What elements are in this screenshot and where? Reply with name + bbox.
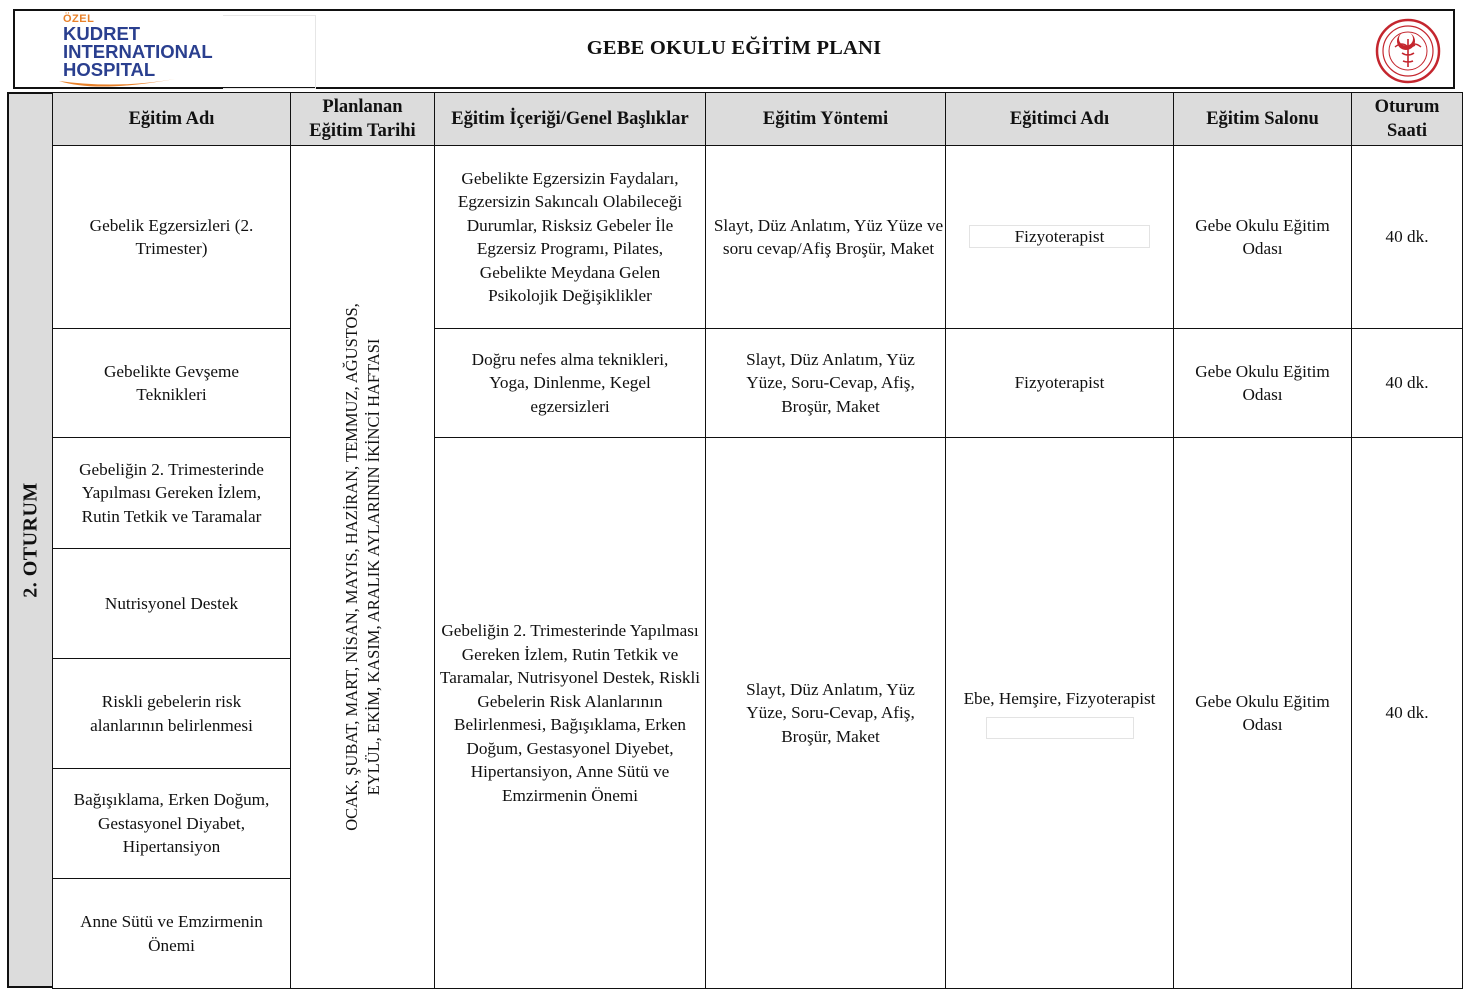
session-label-text: 2. OTURUM: [19, 482, 41, 598]
session-duration: 40 dk.: [1352, 329, 1463, 438]
trainer-name: Ebe, Hemşire, Fizyoterapist: [963, 689, 1156, 709]
training-room: Gebe Okulu Eğitim Odası: [1174, 438, 1352, 989]
session-label: [7, 92, 53, 988]
table-row: [53, 146, 1463, 329]
page-title: GEBE OKULU EĞİTİM PLANI: [586, 37, 882, 59]
training-method: Slayt, Düz Anlatım, Yüz Yüze ve soru cevap/Afiş Broşür, Maket: [706, 146, 946, 329]
logo-text-hospital: HOSPITAL: [63, 59, 156, 80]
planned-date-text: OCAK, ŞUBAT, MART, NİSAN, MAYIS, HAZİRAN, TEMMUZ, AĞUSTOS, EYLÜL, EKİM, KASIM, ARALIK AYLARININ İKİNCİ HAFTASI: [341, 303, 383, 831]
session-duration: 40 dk.: [1352, 146, 1463, 329]
training-name: Bağışıklama, Erken Doğum, Gestasyonel Diyabet, Hipertansiyon: [53, 769, 291, 879]
col-header-room: Eğitim Salonu: [1174, 93, 1352, 146]
training-method: Slayt, Düz Anlatım, Yüz Yüze, Soru-Cevap, Afiş, Broşür, Maket: [706, 329, 946, 438]
training-content: Gebelikte Egzersizin Faydaları, Egzersizin Sakıncalı Olabileceği Durumlar, Risksiz Gebeler İle Egzersiz Programı, Pilates, Gebelikte Meydana Gelen Psikolojik Değişiklikler: [435, 146, 706, 329]
planned-date-cell: [291, 146, 435, 989]
col-header-name: Eğitim Adı: [53, 93, 291, 146]
education-plan-table: [52, 92, 1463, 989]
training-name: Gebelikte Gevşeme Teknikleri: [53, 329, 291, 438]
col-header-content: Eğitim İçeriği/Genel Başlıklar: [435, 93, 706, 146]
trainer-name: Fizyoterapist: [969, 225, 1151, 248]
col-header-duration: Oturum Saati: [1352, 93, 1463, 146]
training-method: Slayt, Düz Anlatım, Yüz Yüze, Soru-Cevap, Afiş, Broşür, Maket: [706, 438, 946, 989]
trainer-cell: [946, 438, 1174, 989]
col-header-method: Eğitim Yöntemi: [706, 93, 946, 146]
training-name: Gebeliğin 2. Trimesterinde Yapılması Gereken İzlem, Rutin Tetkik ve Taramalar: [53, 438, 291, 549]
logo-swoosh-icon: [57, 75, 177, 91]
table-row: [53, 329, 1463, 438]
training-content: Doğru nefes alma teknikleri, Yoga, Dinlenme, Kegel egzersizleri: [435, 329, 706, 438]
empty-field-box: [986, 717, 1134, 739]
logo-text-international: INTERNATIONAL: [63, 41, 213, 62]
training-content: Gebeliğin 2. Trimesterinde Yapılması Gereken İzlem, Rutin Tetkik ve Taramalar, Nutrisyonel Destek, Riskli Gebelerin Risk Alanlarının Belirlenmesi, Bağışıklama, Erken Doğum, Gestasyonel Diyebet, Hipertansiyon, Anne Sütü ve Emzirmenin Önemi: [435, 438, 706, 989]
trainer-name: Fizyoterapist: [946, 329, 1174, 438]
trainer-cell: [946, 146, 1174, 329]
training-name: Gebelik Egzersizleri (2. Trimester): [53, 146, 291, 329]
col-header-trainer: Eğitimci Adı: [946, 93, 1174, 146]
ministry-seal-icon: [1369, 17, 1447, 85]
training-name: Anne Sütü ve Emzirmenin Önemi: [53, 879, 291, 989]
table-row: [53, 438, 1463, 549]
table-header-row: [53, 93, 1463, 146]
document-header: [13, 9, 1455, 89]
training-room: Gebe Okulu Eğitim Odası: [1174, 329, 1352, 438]
col-header-date: Planlanan Eğitim Tarihi: [291, 93, 435, 146]
logo-text-kudret: KUDRET: [63, 23, 141, 44]
session-duration: 40 dk.: [1352, 438, 1463, 989]
training-room: Gebe Okulu Eğitim Odası: [1174, 146, 1352, 329]
training-name: Riskli gebelerin risk alanlarının belirlenmesi: [53, 659, 291, 769]
training-name: Nutrisyonel Destek: [53, 549, 291, 659]
logo-text-ozel: ÖZEL: [63, 13, 95, 25]
